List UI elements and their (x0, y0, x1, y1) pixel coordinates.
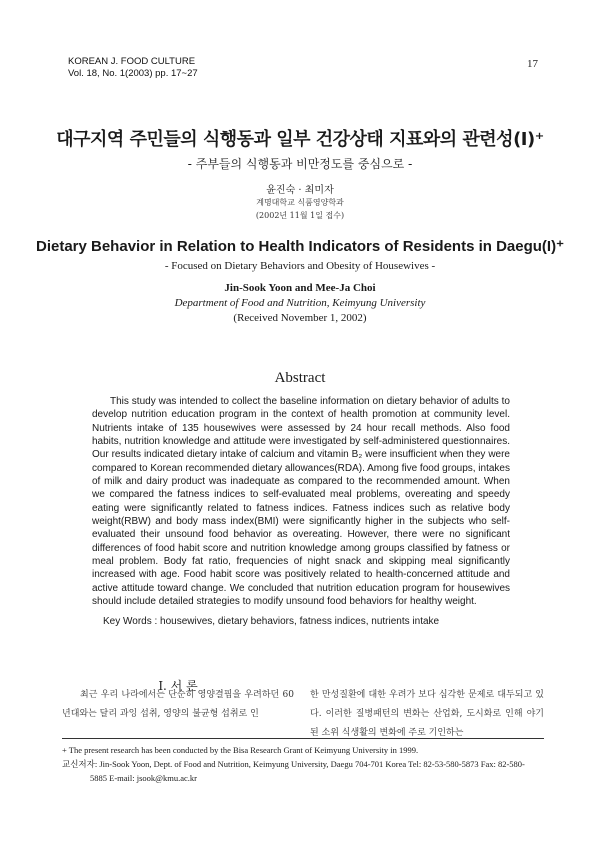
footnote-funding: + The present research has been conducted by the Bisa Research Grant of Keimyung University in 1999. (62, 745, 419, 755)
english-subtitle: - Focused on Dietary Behaviors and Obesity of Housewives - (164, 260, 436, 272)
body-column-right: 한 만성질환에 대한 우려가 보다 심각한 문제로 대두되고 있다. 이러한 질병패턴의 변화는 산업화, 도시화로 인해 야기된 소위 식생활의 변화에 주로 기인하는 (310, 690, 544, 738)
abstract-text: This study was intended to collect the baseline information on dietary behavior of adults to develop nutrition education program in the context of health promotion at community level. Nutrients intake of 135 housewives were assessed by 24 hour recall methods. Also food habits, nutrition knowledge and attitude were investigated by self-administered questionnaires. Our results indicated dietary intake of calcium and vitamin B₂ were insufficient when they were compared to Korean recommended dietary allowances(RDA). Among five food groups, intakes of milk and dairy product was inadequate as compared to the recommended amount. When we compared the fatness indices to self-evaluated meal problems, overeating and speedy eating were significantly related to fatness indices. Fatness indices such as relative body weight(RBW) and body mass index(BMI) were significantly higher in the subjects who self-evaluated their unsound food behavior as overeating. However, there were no significant differences of food habit score and nutrition knowledge among groups classified by fatness or meal problem. Body fat ratio, frequencies of night snack and skipping meal significantly increased with age. Food habit score was positively related to health-concerned attitude and active attitude toward change. We concluded that nutrition education program for housewives should include detailed strategies to modify unsound food behaviors for healthy weight. (92, 396, 510, 608)
page-number: 17 (527, 58, 538, 70)
english-affiliation: Department of Food and Nutrition, Keimyung University (174, 297, 426, 309)
english-received-date: (Received November 1, 2002) (233, 312, 367, 324)
abstract-heading: Abstract (274, 370, 326, 386)
english-title: Dietary Behavior in Relation to Health Indicators of Residents in Daegu(I)⁺ (35, 238, 564, 255)
keywords: Key Words : housewives, dietary behaviors, fatness indices, nutrients intake (103, 616, 440, 627)
journal-name: KOREAN J. FOOD CULTURE (68, 56, 196, 67)
footnote-corresponding-author: 교신저자: Jin-Sook Yoon, Dept. of Food and Nutrition, Keimyung University, Daegu 704-701 Korea Tel: 82-53-580-5873 Fax: 82-580- (62, 759, 525, 769)
korean-received-date: (2002년 11월 1일 접수) (255, 211, 345, 220)
volume-info: Vol. 18, No. 1(2003) pp. 17~27 (68, 68, 198, 79)
footnote-divider (62, 738, 544, 739)
korean-affiliation: 계명대학교 식품영양학과 (256, 198, 344, 207)
section-title: I. 서 론 (158, 679, 198, 693)
english-authors: Jin-Sook Yoon and Mee-Ja Choi (224, 282, 376, 294)
journal-header (68, 56, 198, 80)
body-column-left: 최근 우리 나라에서는 단순히 영양결핍을 우려하던 60년대와는 달리 과잉 섭취, 영양의 불균형 섭취로 인 (62, 690, 294, 719)
footnote-contact: 5885 E-mail: jsook@kmu.ac.kr (90, 773, 197, 783)
korean-authors: 윤진숙 · 최미자 (266, 185, 334, 196)
korean-subtitle: - 주부들의 식행동과 비만정도를 중심으로 - (187, 157, 413, 171)
korean-title: 대구지역 주민들의 식행동과 일부 건강상태 지표와의 관련성(I)⁺ (56, 129, 544, 150)
